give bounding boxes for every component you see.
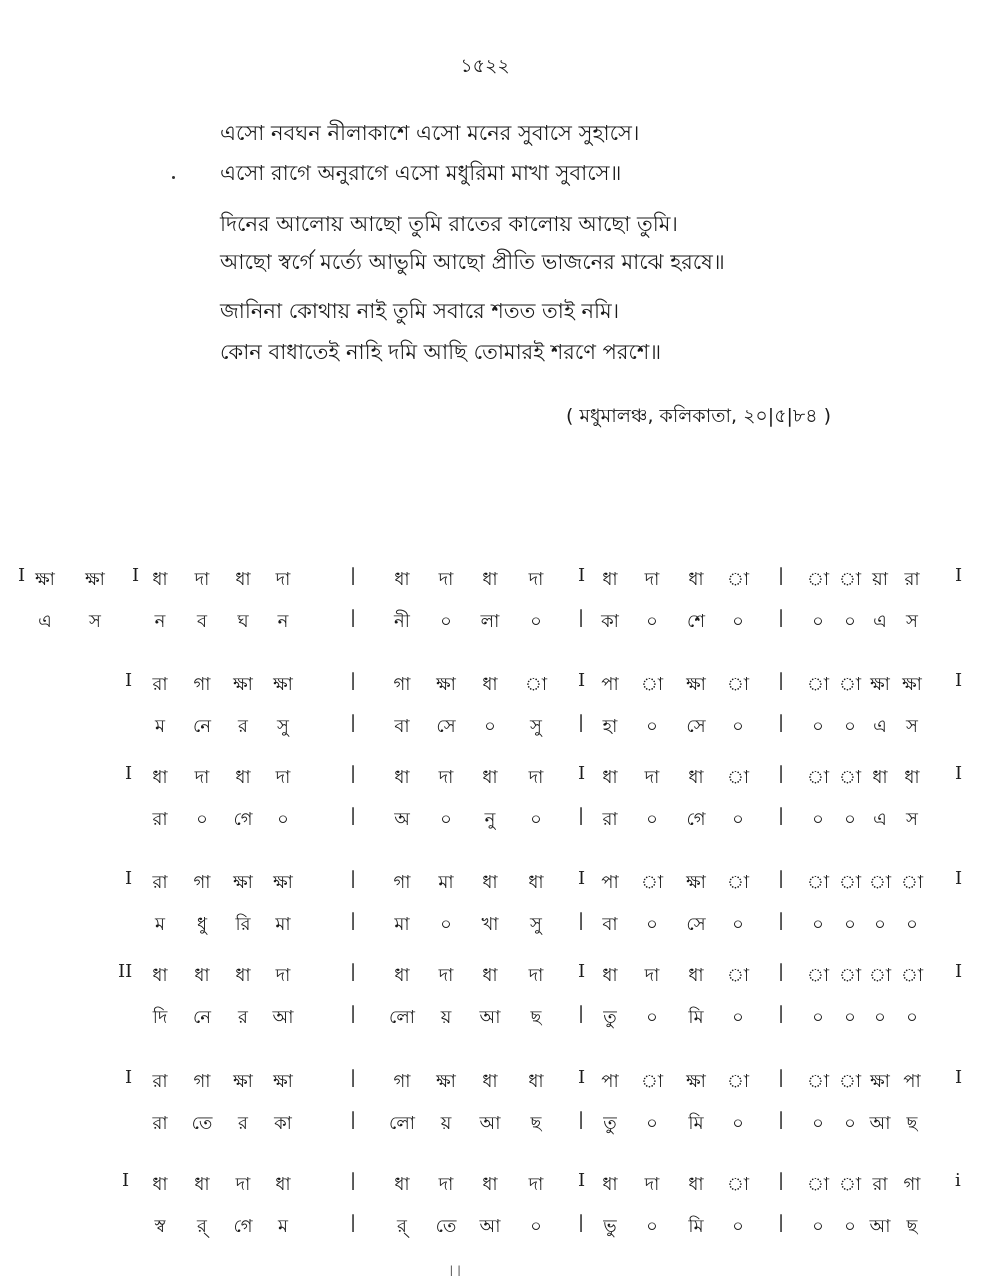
lyric-syllable: তে <box>435 1216 457 1237</box>
swara-note: ধা <box>482 569 498 590</box>
bar-line: I <box>132 565 140 586</box>
swara-note: া <box>806 872 830 893</box>
lyric-syllable: গে <box>686 809 706 830</box>
swara-note: ধা <box>602 965 618 986</box>
swara-note: দা <box>644 1174 660 1195</box>
swara-note: া <box>838 965 862 986</box>
lyric-syllable: ন <box>277 611 289 632</box>
lyric-syllable: ০ <box>196 809 208 830</box>
swara-note: দা <box>275 965 291 986</box>
bar-line: I <box>18 565 26 586</box>
beat-separator: I <box>578 1067 586 1088</box>
lyric-syllable: ঘ <box>237 611 249 632</box>
swara-note: ধা <box>688 1174 704 1195</box>
swara-note: ধা <box>872 767 888 788</box>
lyric-syllable: র্ <box>397 1216 407 1237</box>
swara-note: রা <box>904 569 920 590</box>
swara-note: পা <box>601 872 619 893</box>
swara-note: ধা <box>602 1174 618 1195</box>
swara-note: ধা <box>482 674 498 695</box>
beat-separator: | <box>350 763 357 784</box>
swara-note: া <box>640 674 664 695</box>
lyric-syllable: ০ <box>906 914 918 935</box>
swara-note: রা <box>152 674 168 695</box>
swara-note: া <box>640 1071 664 1092</box>
lyric-line: এসো রাগে অনুরাগে এসো মধুরিমা মাখা সুবাসে॥ <box>220 161 622 185</box>
swara-note: া <box>806 1174 830 1195</box>
swara-note: য়া <box>872 569 888 590</box>
swara-note: া <box>838 674 862 695</box>
lyric-syllable: কা <box>601 611 619 632</box>
swara-note: া <box>806 569 830 590</box>
lyric-syllable: সে <box>686 716 706 737</box>
lyric-syllable: ম <box>278 1216 288 1237</box>
swara-note: ধা <box>394 767 410 788</box>
swara-note: গা <box>903 1174 921 1195</box>
lyric-syllable: ০ <box>732 809 744 830</box>
lyric-syllable: য় <box>440 1007 452 1028</box>
lyric-syllable: ০ <box>844 716 856 737</box>
beat-separator: | <box>778 670 785 691</box>
swara-note: ধা <box>482 1174 498 1195</box>
lyric-syllable: সু <box>530 914 542 935</box>
swara-note: ধা <box>152 767 168 788</box>
lyric-syllable: ০ <box>844 1007 856 1028</box>
beat-separator: | <box>350 565 357 586</box>
swara-note: ক্ষা <box>35 569 55 590</box>
swara-note: দা <box>275 767 291 788</box>
lyric-syllable: ০ <box>812 611 824 632</box>
lyric-syllable: ছ <box>530 1007 542 1028</box>
swara-note: ক্ষা <box>233 1071 253 1092</box>
lyric-syllable: সু <box>530 716 542 737</box>
lyric-syllable: স্ব <box>154 1216 166 1237</box>
lyric-syllable: ০ <box>812 1216 824 1237</box>
lyric-syllable: আ <box>272 1007 294 1028</box>
swara-note: ধা <box>688 767 704 788</box>
beat-separator: I <box>578 763 586 784</box>
lyric-syllable: র <box>238 716 248 737</box>
swara-note: ধা <box>688 965 704 986</box>
bar-line: I <box>955 1067 963 1088</box>
beat-separator: | <box>578 607 585 628</box>
beat-separator: | <box>350 1109 357 1130</box>
lyric-syllable: ০ <box>812 914 824 935</box>
beat-separator: | <box>778 565 785 586</box>
lyric-syllable: ০ <box>440 611 452 632</box>
swara-note: গা <box>393 674 411 695</box>
lyric-syllable: এ <box>38 611 52 632</box>
bar-line: I <box>125 763 133 784</box>
swara-note: ধা <box>152 569 168 590</box>
swara-note: ক্ষা <box>902 674 922 695</box>
lyric-syllable: ০ <box>530 809 542 830</box>
beat-separator: | <box>778 910 785 931</box>
swara-note: দা <box>438 569 454 590</box>
lyric-syllable: নু <box>484 809 496 830</box>
lyric-syllable: স <box>906 809 918 830</box>
swara-note: ধা <box>482 767 498 788</box>
bar-line: I <box>122 1170 130 1191</box>
lyric-syllable: গে <box>233 809 253 830</box>
beat-separator: | <box>778 1003 785 1024</box>
lyric-syllable: রা <box>152 1113 168 1134</box>
lyric-line: আছো স্বর্গে মর্ত্যে আভুমি আছো প্রীতি ভাজনের মাঝে হরষে॥ <box>220 250 725 274</box>
beat-separator: | <box>778 1212 785 1233</box>
lyric-syllable: ০ <box>484 716 496 737</box>
lyric-syllable: ০ <box>646 914 658 935</box>
lyric-syllable: ০ <box>646 1216 658 1237</box>
swara-note: ক্ষা <box>686 674 706 695</box>
lyric-syllable: স <box>89 611 101 632</box>
lyric-syllable: এ <box>873 716 887 737</box>
lyric-syllable: আ <box>479 1007 501 1028</box>
beat-separator: | <box>778 1170 785 1191</box>
lyric-syllable: ০ <box>646 1007 658 1028</box>
bar-line: I <box>955 763 963 784</box>
swara-note: ক্ষা <box>686 872 706 893</box>
swara-note: পা <box>903 1071 921 1092</box>
beat-separator: | <box>778 868 785 889</box>
lyric-syllable: আ <box>479 1216 501 1237</box>
beat-separator: | <box>778 961 785 982</box>
lyric-syllable: স <box>906 611 918 632</box>
lyric-syllable: হা <box>602 716 618 737</box>
lyric-syllable: খা <box>481 914 499 935</box>
swara-note: া <box>838 1071 862 1092</box>
beat-separator: | <box>778 1109 785 1130</box>
beat-separator: | <box>778 607 785 628</box>
lyric-line: জানিনা কোথায় নাই তুমি সবারে শতত তাই নমি। <box>220 299 620 323</box>
lyric-syllable: এ <box>873 611 887 632</box>
swara-note: ক্ষা <box>273 872 293 893</box>
lyric-syllable: গে <box>233 1216 253 1237</box>
lyric-syllable: য় <box>440 1113 452 1134</box>
lyric-syllable: ০ <box>844 1113 856 1134</box>
swara-note: া <box>726 569 750 590</box>
lyric-syllable: নে <box>192 1007 212 1028</box>
beat-separator: | <box>350 910 357 931</box>
swara-note: া <box>726 1174 750 1195</box>
stray-dot <box>172 176 175 179</box>
lyric-syllable: ০ <box>844 914 856 935</box>
lyric-syllable: ০ <box>530 1216 542 1237</box>
swara-note: া <box>726 767 750 788</box>
lyric-syllable: ০ <box>732 1216 744 1237</box>
swara-note: ক্ষা <box>870 1071 890 1092</box>
lyric-syllable: ভু <box>603 1216 617 1237</box>
swara-note: দা <box>194 767 210 788</box>
lyric-syllable: নে <box>192 716 212 737</box>
lyric-syllable: এ <box>873 809 887 830</box>
swara-note: া <box>868 872 892 893</box>
lyric-syllable: ছ <box>906 1216 918 1237</box>
swara-note: দা <box>528 965 544 986</box>
swara-note: া <box>726 965 750 986</box>
swara-note: রা <box>152 1071 168 1092</box>
bar-line: i <box>955 1170 961 1191</box>
swara-note: া <box>524 674 548 695</box>
lyric-syllable: কা <box>274 1113 292 1134</box>
swara-note: ক্ষা <box>233 674 253 695</box>
lyric-syllable: মি <box>688 1007 704 1028</box>
swara-note: া <box>838 569 862 590</box>
swara-note: ধা <box>194 965 210 986</box>
beat-separator: | <box>350 1003 357 1024</box>
swara-note: ধা <box>152 1174 168 1195</box>
swara-note: ধা <box>235 965 251 986</box>
beat-separator: | <box>578 712 585 733</box>
lyric-syllable: ০ <box>732 716 744 737</box>
lyric-syllable: মি <box>688 1113 704 1134</box>
swara-note: দা <box>528 1174 544 1195</box>
beat-separator: | <box>350 868 357 889</box>
source-note: ( মধুমালঞ্চ, কলিকাতা, ২০|৫|৮৪ ) <box>566 405 832 427</box>
lyric-syllable: ০ <box>440 914 452 935</box>
bar-line: II <box>118 961 133 982</box>
lyric-syllable: ম <box>155 716 165 737</box>
lyric-syllable: মি <box>688 1216 704 1237</box>
beat-separator: | <box>778 805 785 826</box>
page-number: ১৫২২ <box>460 55 510 77</box>
bar-line: I <box>125 868 133 889</box>
lyric-syllable: লা <box>480 611 500 632</box>
swara-note: ধা <box>394 1174 410 1195</box>
swara-note: ক্ষা <box>686 1071 706 1092</box>
swara-note: দা <box>644 965 660 986</box>
swara-note: ধা <box>394 569 410 590</box>
beat-separator: I <box>578 670 586 691</box>
bar-line: I <box>955 565 963 586</box>
swara-note: গা <box>393 1071 411 1092</box>
swara-note: ধা <box>194 1174 210 1195</box>
swara-note: া <box>806 965 830 986</box>
lyric-syllable: লো <box>389 1113 415 1134</box>
lyric-line: দিনের আলোয় আছো তুমি রাতের কালোয় আছো তুমি। <box>220 212 678 236</box>
lyric-syllable: ০ <box>844 611 856 632</box>
swara-note: ক্ষা <box>233 872 253 893</box>
lyric-syllable: বা <box>394 716 410 737</box>
swara-note: ধা <box>152 965 168 986</box>
lyric-syllable: রি <box>235 914 251 935</box>
lyric-line: এসো নবঘন নীলাকাশে এসো মনের সুবাসে সুহাসে। <box>220 121 640 145</box>
beat-separator: | <box>350 712 357 733</box>
swara-note: দা <box>438 965 454 986</box>
swara-note: া <box>838 1174 862 1195</box>
lyric-syllable: ০ <box>732 1007 744 1028</box>
swara-note: ধা <box>602 767 618 788</box>
beat-separator: I <box>578 565 586 586</box>
swara-note: ক্ষা <box>436 1071 456 1092</box>
lyric-syllable: মা <box>394 914 410 935</box>
lyric-syllable: ম <box>155 914 165 935</box>
swara-note: দা <box>528 767 544 788</box>
swara-note: ক্ষা <box>273 1071 293 1092</box>
swara-note: ধা <box>482 965 498 986</box>
lyric-syllable: সু <box>277 716 289 737</box>
swara-note: া <box>900 965 924 986</box>
swara-note: ক্ষা <box>273 674 293 695</box>
swara-note: া <box>806 767 830 788</box>
beat-separator: | <box>578 1212 585 1233</box>
lyric-syllable: বা <box>602 914 618 935</box>
beat-separator: | <box>350 670 357 691</box>
lyric-syllable: ০ <box>732 914 744 935</box>
lyric-syllable: ০ <box>440 809 452 830</box>
swara-note: ধা <box>904 767 920 788</box>
beat-separator: | <box>778 712 785 733</box>
lyric-syllable: তে <box>191 1113 213 1134</box>
bar-line: I <box>955 961 963 982</box>
lyric-syllable: ০ <box>844 809 856 830</box>
lyric-syllable: ০ <box>646 716 658 737</box>
lyric-syllable: ০ <box>812 809 824 830</box>
bar-line: I <box>955 670 963 691</box>
lyric-syllable: ব <box>196 611 208 632</box>
swara-note: গা <box>193 872 211 893</box>
beat-separator: | <box>578 910 585 931</box>
swara-note: রা <box>872 1174 888 1195</box>
lyric-syllable: র <box>238 1113 248 1134</box>
bar-line: I <box>125 1067 133 1088</box>
swara-note: া <box>900 872 924 893</box>
lyric-syllable: ০ <box>646 611 658 632</box>
lyric-syllable: ০ <box>646 1113 658 1134</box>
lyric-syllable: সে <box>686 914 706 935</box>
bar-line: I <box>125 670 133 691</box>
bottom-marks: ৷ ৷ <box>450 1261 461 1280</box>
beat-separator: I <box>578 961 586 982</box>
swara-note: া <box>838 872 862 893</box>
swara-note: ধা <box>235 767 251 788</box>
swara-note: দা <box>528 569 544 590</box>
swara-note: া <box>838 767 862 788</box>
lyric-syllable: শে <box>687 611 705 632</box>
lyric-syllable: ন <box>154 611 166 632</box>
swara-note: ধা <box>235 569 251 590</box>
swara-note: া <box>726 872 750 893</box>
swara-note: পা <box>601 674 619 695</box>
swara-note: ধা <box>394 965 410 986</box>
swara-note: া <box>726 674 750 695</box>
lyric-syllable: তু <box>603 1113 617 1134</box>
swara-note: পা <box>601 1071 619 1092</box>
lyric-syllable: ০ <box>732 1113 744 1134</box>
swara-note: দা <box>194 569 210 590</box>
lyric-syllable: অ <box>394 809 410 830</box>
beat-separator: | <box>778 1067 785 1088</box>
lyric-syllable: ০ <box>844 1216 856 1237</box>
lyric-syllable: লো <box>389 1007 415 1028</box>
beat-separator: | <box>578 1109 585 1130</box>
swara-note: দা <box>235 1174 251 1195</box>
beat-separator: | <box>350 1067 357 1088</box>
beat-separator: | <box>778 763 785 784</box>
swara-note: ধা <box>688 569 704 590</box>
bar-line: I <box>955 868 963 889</box>
swara-note: মা <box>438 872 454 893</box>
swara-note: দা <box>644 569 660 590</box>
lyric-syllable: আ <box>869 1216 891 1237</box>
beat-separator: I <box>578 868 586 889</box>
beat-separator: | <box>578 805 585 826</box>
swara-note: ক্ষা <box>436 674 456 695</box>
lyric-syllable: র্ <box>197 1216 207 1237</box>
lyric-syllable: স <box>906 716 918 737</box>
lyric-line: কোন বাধাতেই নাহি দমি আছি তোমারই শরণে পরশে॥ <box>220 340 662 364</box>
swara-note: রা <box>152 872 168 893</box>
swara-note: া <box>806 1071 830 1092</box>
lyric-syllable: ০ <box>906 1007 918 1028</box>
beat-separator: | <box>350 805 357 826</box>
swara-note: া <box>868 965 892 986</box>
lyric-syllable: র <box>238 1007 248 1028</box>
swara-note: দা <box>438 1174 454 1195</box>
lyric-syllable: ০ <box>812 716 824 737</box>
beat-separator: | <box>350 961 357 982</box>
beat-separator: | <box>350 1170 357 1191</box>
lyric-syllable: ০ <box>646 809 658 830</box>
beat-separator: | <box>350 607 357 628</box>
swara-note: দা <box>275 569 291 590</box>
lyric-syllable: মা <box>275 914 291 935</box>
lyric-syllable: ০ <box>732 611 744 632</box>
lyric-syllable: রা <box>152 809 168 830</box>
swara-note: ক্ষা <box>85 569 105 590</box>
swara-note: া <box>640 872 664 893</box>
lyric-syllable: ধু <box>196 914 208 935</box>
swara-note: া <box>806 674 830 695</box>
lyric-syllable: ছ <box>530 1113 542 1134</box>
swara-note: ক্ষা <box>870 674 890 695</box>
swara-note: ধা <box>602 569 618 590</box>
swara-note: া <box>726 1071 750 1092</box>
lyric-syllable: ০ <box>812 1113 824 1134</box>
lyric-syllable: ০ <box>812 1007 824 1028</box>
lyric-syllable: তু <box>603 1007 617 1028</box>
lyric-syllable: ০ <box>874 914 886 935</box>
beat-separator: I <box>578 1170 586 1191</box>
lyric-syllable: দি <box>152 1007 168 1028</box>
swara-note: ধা <box>528 872 544 893</box>
beat-separator: | <box>350 1212 357 1233</box>
lyric-syllable: ০ <box>277 809 289 830</box>
lyric-syllable: ছ <box>906 1113 918 1134</box>
swara-note: দা <box>438 767 454 788</box>
swara-note: ধা <box>482 1071 498 1092</box>
swara-note: ধা <box>482 872 498 893</box>
swara-note: ধা <box>275 1174 291 1195</box>
lyric-syllable: সে <box>436 716 456 737</box>
lyric-syllable: রা <box>602 809 618 830</box>
lyric-syllable: নী <box>394 611 410 632</box>
lyric-syllable: ০ <box>874 1007 886 1028</box>
lyric-syllable: আ <box>869 1113 891 1134</box>
swara-note: গা <box>393 872 411 893</box>
lyric-syllable: ০ <box>530 611 542 632</box>
lyric-syllable: আ <box>479 1113 501 1134</box>
swara-note: গা <box>193 1071 211 1092</box>
swara-note: দা <box>644 767 660 788</box>
swara-note: গা <box>193 674 211 695</box>
swara-note: ধা <box>528 1071 544 1092</box>
beat-separator: | <box>578 1003 585 1024</box>
